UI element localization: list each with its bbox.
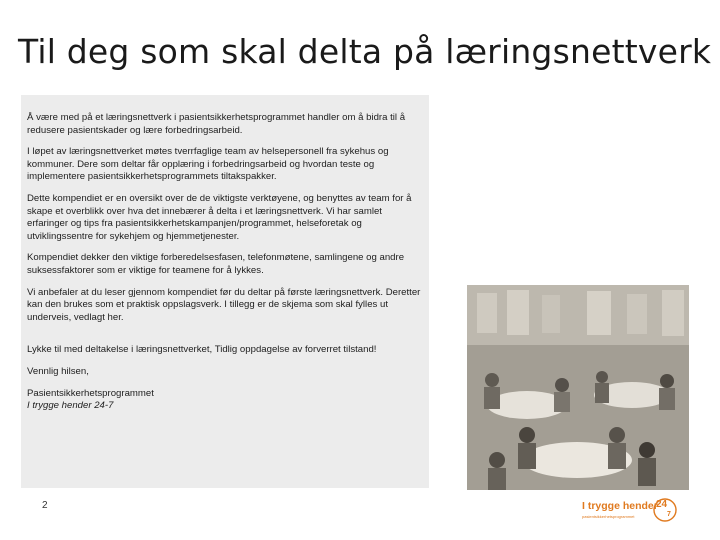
logo-number-24: 24 [656, 499, 668, 510]
signature-org: Pasientsikkerhetsprogrammet [27, 387, 154, 399]
slide-title: Til deg som skal delta på læringsnettverk [18, 32, 712, 71]
content-text [27, 112, 423, 413]
paragraph-compendium: Dette kompendiet er en oversikt over de de viktigste verktøyene, og benyttes av team for å skape et overblikk over hva det innebærer å delta i et læringsnettverk. Vi har samlet erfaringer og tips fra pasientsikkerhetskampanjen/programmet, helseforetak og utviklingssentre for sykehjem og hjemmetjenester. [27, 192, 412, 242]
paragraph-good-luck: Lykke til med deltakelse i læringsnettverket, Tidlig oppdagelse av forverret tilstand! [27, 344, 377, 356]
conference-photo-illustration [467, 285, 689, 490]
conference-photo [467, 285, 689, 490]
brand-logo [582, 497, 682, 527]
logo-name: I trygge hender [582, 500, 658, 512]
closing-text: Vennlig hilsen, [27, 365, 89, 377]
logo-number-7: 7 [667, 511, 671, 518]
paragraph-intro: Å være med på et læringsnettverk i pasientsikkerhetsprogrammet handler om å bidra til å redusere pasientskader og lære forbedringsarbeid. [27, 112, 406, 136]
paragraph-coverage: Kompendiet dekker den viktige forberedelsesfasen, telefonmøtene, samlingene og andre suksessfaktorer som er viktige for teamene for å lykkes. [27, 252, 405, 276]
paragraph-recommendation: Vi anbefaler at du leser gjennom kompendiet før du deltar på første læringsnettverk. Deretter kan den brukes som et praktisk oppslagsverk. I tillegg er de skjema som skal fylles ut underveis, vedlagt her. [27, 286, 421, 323]
page-number: 2 [42, 500, 48, 511]
signature-tagline: I trygge hender 24-7 [27, 400, 114, 412]
content-panel [21, 95, 429, 488]
paragraph-network: I løpet av læringsnettverket møtes tverrfaglige team av helsepersonell fra sykehus og kommuner. Dere som deltar får opplæring i forbedringsarbeid og hvordan teste og implementere pasientsikkerhetsprogrammets tiltakspakker. [27, 146, 389, 183]
logo-subtitle: pasientsikkerhetsprogrammet [582, 514, 635, 519]
